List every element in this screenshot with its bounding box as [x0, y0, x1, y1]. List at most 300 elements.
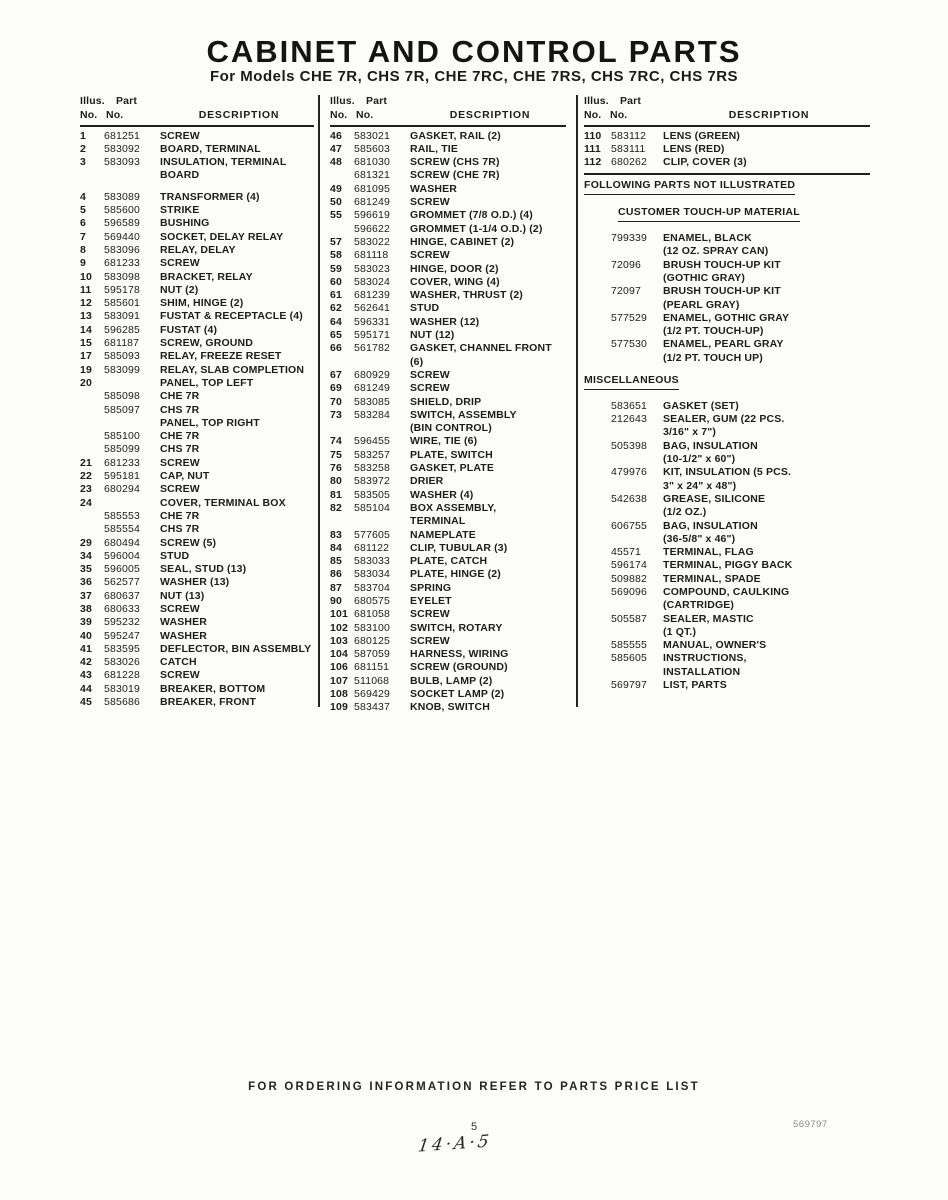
part-row [330, 316, 566, 329]
illus-no: 102 [330, 621, 348, 634]
part-description: SCREW [410, 196, 450, 209]
part-row [584, 245, 870, 258]
part-no [354, 515, 410, 528]
illus-no: 64 [330, 315, 342, 328]
page-title: CABINET AND CONTROL PARTS [206, 34, 742, 69]
part-no: 542638 [611, 492, 647, 505]
part-description: SCREW [160, 602, 200, 615]
part-no: 583096 [104, 243, 140, 256]
part-row [80, 377, 314, 390]
header-part: Part [366, 95, 388, 107]
part-row [330, 489, 566, 502]
illus-no: 13 [80, 310, 92, 323]
ordering-note: FOR ORDERING INFORMATION REFER TO PARTS PRICE LIST [248, 1081, 700, 1093]
header-description: DESCRIPTION [728, 109, 810, 122]
illus-no: 19 [80, 363, 92, 376]
part-row [80, 483, 314, 496]
illus-no [584, 466, 611, 479]
part-row [330, 582, 566, 595]
part-description: ENAMEL, BLACK [663, 232, 752, 245]
part-row [584, 259, 870, 272]
section-heading-label: CUSTOMER TOUCH-UP MATERIAL [618, 206, 800, 222]
part-no: 595247 [104, 629, 140, 642]
part-description: (10-1/2" x 60") [663, 453, 736, 466]
part-no: 577530 [611, 338, 647, 351]
part-no: 561782 [354, 342, 390, 355]
part-row [80, 417, 314, 430]
part-description: STRIKE [160, 204, 200, 217]
header-description: DESCRIPTION [198, 109, 280, 122]
illus-no: 76 [330, 462, 342, 475]
illus-no [584, 573, 611, 586]
part-description: SCREW, GROUND [160, 337, 253, 350]
part-description: SCREW (CHE 7R) [410, 169, 500, 182]
part-no [104, 377, 160, 390]
header-part: Part [620, 95, 642, 107]
part-row [80, 324, 314, 337]
illus-no: 61 [330, 289, 342, 302]
illus-no: 75 [330, 448, 342, 461]
part-no: 681151 [354, 661, 390, 674]
illus-no: 85 [330, 555, 342, 568]
part-description: SCREW (5) [160, 536, 217, 549]
part-row [80, 537, 314, 550]
part-description: INSTRUCTIONS, [663, 652, 747, 665]
part-no: 681321 [354, 169, 390, 182]
part-row [330, 555, 566, 568]
part-row [80, 271, 314, 284]
illus-no: 47 [330, 142, 342, 155]
part-description: BOARD [160, 169, 200, 182]
illus-no: 6 [80, 217, 86, 230]
part-row [584, 666, 870, 679]
part-description: BOARD, TERMINAL [160, 142, 261, 155]
part-no: 596589 [104, 217, 140, 230]
section-heading [584, 179, 870, 195]
part-description: COMPOUND, CAULKING [663, 586, 790, 598]
illus-no: 45 [80, 696, 92, 709]
part-row [80, 143, 314, 156]
illus-no: 41 [80, 642, 92, 655]
illus-no: 37 [80, 589, 92, 602]
handwritten-note: 14·A·5 [416, 1131, 493, 1157]
part-no [611, 506, 663, 519]
part-no: 680294 [104, 483, 140, 496]
part-row [80, 284, 314, 297]
part-no: 585104 [354, 501, 390, 514]
part-no: 479976 [611, 466, 647, 479]
part-no: 681249 [354, 196, 390, 209]
part-row [584, 639, 870, 652]
illus-no [584, 652, 611, 665]
part-no: 569797 [611, 679, 647, 692]
illus-no [80, 417, 104, 430]
part-no [611, 453, 663, 466]
part-row [584, 466, 870, 479]
part-row [80, 630, 314, 643]
part-row [330, 475, 566, 488]
illus-no: 81 [330, 488, 342, 501]
part-description: (36-5/8" x 46") [663, 532, 736, 545]
illus-no: 15 [80, 337, 92, 350]
part-description: SCREW (CHS 7R) [410, 156, 500, 169]
illus-no [330, 223, 354, 236]
illus-no: 49 [330, 182, 342, 195]
part-description: NUT (13) [160, 589, 205, 602]
part-description: SHIM, HINGE (2) [160, 297, 244, 310]
illus-no: 48 [330, 156, 342, 169]
part-description: FUSTAT (4) [160, 323, 218, 336]
part-no: 681122 [354, 541, 390, 554]
row-spacer [584, 224, 870, 232]
section-heading [618, 206, 870, 222]
illus-no [80, 430, 104, 443]
part-description: SWITCH, ROTARY [410, 621, 503, 634]
part-description: GROMMET (1-1/4 O.D.) (2) [410, 222, 543, 235]
part-row [80, 310, 314, 323]
part-no: 585603 [354, 142, 390, 155]
part-row [330, 422, 566, 435]
illus-no [80, 443, 104, 456]
illus-no [584, 453, 611, 466]
document-code: 569797 [793, 1119, 828, 1130]
part-row [330, 369, 566, 382]
part-description: BUSHING [160, 217, 210, 230]
part-row [584, 156, 870, 169]
part-description: BREAKER, BOTTOM [160, 682, 266, 695]
part-row [584, 352, 870, 365]
part-no: 585600 [104, 204, 140, 217]
part-no: 569429 [354, 688, 390, 701]
part-no: 577529 [611, 311, 647, 324]
row-spacer [584, 365, 870, 373]
illus-no: 82 [330, 501, 342, 514]
part-description: SCREW [160, 456, 200, 469]
part-no: 595171 [354, 329, 390, 342]
part-no: 583089 [104, 190, 140, 203]
part-row [80, 337, 314, 350]
illus-no: 106 [330, 661, 348, 674]
part-description: WASHER (12) [410, 315, 480, 328]
illus-no: 62 [330, 302, 342, 315]
part-description: CHS 7R [160, 523, 200, 536]
part-row [80, 156, 314, 169]
part-no: 505398 [611, 439, 647, 452]
part-description: WASHER (4) [410, 488, 474, 501]
part-no: 596331 [354, 315, 390, 328]
part-no [104, 169, 160, 182]
illus-no [80, 404, 104, 417]
illus-no: 59 [330, 262, 342, 275]
illus-no [584, 679, 611, 692]
part-description: GASKET (SET) [663, 399, 739, 412]
part-row [330, 701, 566, 714]
part-no: 583972 [354, 475, 390, 488]
part-row [80, 130, 314, 143]
illus-no: 23 [80, 483, 92, 496]
part-row [584, 613, 870, 626]
illus-no [584, 520, 611, 533]
part-description: SHIELD, DRIP [410, 395, 482, 408]
part-row [584, 679, 870, 692]
part-row [330, 568, 566, 581]
part-row [584, 272, 870, 285]
part-row [80, 430, 314, 443]
part-no: 583034 [354, 568, 390, 581]
section-heading [584, 374, 870, 390]
part-row [80, 257, 314, 270]
column-divider [576, 95, 578, 707]
part-description: HINGE, CABINET (2) [410, 235, 515, 248]
part-row [584, 586, 870, 599]
part-no [611, 352, 663, 365]
part-no: 799339 [611, 232, 647, 245]
part-no: 505587 [611, 612, 647, 625]
part-row [584, 520, 870, 533]
part-no [611, 480, 663, 493]
part-description: SCREW [410, 249, 450, 262]
part-description: WASHER [160, 616, 207, 629]
illus-no: 107 [330, 674, 348, 687]
illus-no: 7 [80, 230, 86, 243]
part-no [611, 599, 663, 612]
part-row [330, 661, 566, 674]
part-row [330, 183, 566, 196]
part-no [611, 533, 663, 546]
illus-no: 69 [330, 382, 342, 395]
part-row [584, 493, 870, 506]
illus-no [584, 546, 611, 559]
illus-no [330, 169, 354, 182]
part-no: 583505 [354, 488, 390, 501]
part-description: BREAKER, FRONT [160, 696, 257, 709]
part-no: 680929 [354, 368, 390, 381]
part-row [330, 263, 566, 276]
part-row [330, 196, 566, 209]
part-row [584, 400, 870, 413]
part-description: WASHER (13) [160, 576, 230, 589]
part-row [330, 635, 566, 648]
part-row [330, 143, 566, 156]
part-row [330, 542, 566, 555]
part-no: 585099 [104, 443, 140, 456]
part-no: 583085 [354, 395, 390, 408]
part-row [330, 515, 566, 528]
part-no: 583024 [354, 275, 390, 288]
part-description: BRUSH TOUCH-UP KIT [663, 285, 781, 298]
part-no: 585601 [104, 297, 140, 310]
part-no: 583258 [354, 462, 390, 475]
part-description: TERMINAL, FLAG [663, 546, 754, 559]
part-description: BRUSH TOUCH-UP KIT [663, 258, 781, 271]
part-row [80, 590, 314, 603]
part-description: WASHER [160, 629, 207, 642]
part-description: NUT (2) [160, 283, 199, 296]
part-no: 595232 [104, 616, 140, 629]
part-description: TERMINAL [410, 515, 466, 528]
illus-no [584, 480, 611, 493]
illus-no [584, 626, 611, 639]
part-row [330, 342, 566, 369]
part-no [611, 272, 663, 285]
header-description: DESCRIPTION [449, 109, 531, 122]
header-no: No. [106, 109, 124, 122]
part-row [584, 413, 870, 426]
illus-no [584, 599, 611, 612]
part-description: (1/2 PT. TOUCH UP) [663, 351, 763, 364]
part-description: BOX ASSEMBLY, [410, 501, 497, 514]
part-no: 596004 [104, 549, 140, 562]
part-no: 585553 [104, 509, 140, 522]
part-row [330, 169, 566, 182]
part-row [330, 688, 566, 701]
part-description: BAG, INSULATION [663, 519, 758, 532]
part-row [584, 440, 870, 453]
part-description: GASKET, PLATE [410, 462, 495, 475]
illus-no: 4 [80, 190, 86, 203]
illus-no [584, 413, 611, 426]
illus-no: 9 [80, 257, 86, 270]
part-description: COVER, TERMINAL BOX [160, 496, 286, 509]
part-description: BAG, INSULATION [663, 439, 758, 452]
part-row [80, 656, 314, 669]
illus-no: 3 [80, 156, 86, 169]
part-row [584, 546, 870, 559]
part-description: (CARTRIDGE) [663, 599, 735, 612]
part-description: COVER, WING (4) [410, 275, 500, 288]
part-no: 583021 [354, 129, 390, 142]
part-description: RELAY, FREEZE RESET [160, 350, 282, 363]
header-no: No. [80, 109, 98, 122]
part-description: SCREW (GROUND) [410, 661, 508, 674]
part-row [330, 382, 566, 395]
illus-no: 12 [80, 297, 92, 310]
illus-no: 83 [330, 528, 342, 541]
part-no: 583257 [354, 448, 390, 461]
part-description: GROMMET (7/8 O.D.) (4) [410, 209, 533, 222]
illus-no: 14 [80, 323, 92, 336]
part-no [611, 325, 663, 338]
page-number: 5 [470, 1121, 478, 1133]
part-row [80, 510, 314, 523]
part-description: SCREW [410, 382, 450, 395]
illus-no [584, 533, 611, 546]
illus-no [80, 169, 104, 182]
part-description: SEAL, STUD (13) [160, 563, 247, 576]
illus-no [584, 272, 611, 285]
part-no: 606755 [611, 519, 647, 532]
models-subtitle: For Models CHE 7R, CHS 7R, CHE 7RC, CHE 7RS, CHS 7RC, CHS 7RS [209, 68, 739, 85]
column-header [584, 95, 870, 127]
part-row [80, 696, 314, 709]
part-row [80, 550, 314, 563]
illus-no: 67 [330, 368, 342, 381]
part-no: 569440 [104, 230, 140, 243]
part-description: PANEL, TOP LEFT [160, 376, 254, 389]
illus-no [80, 523, 104, 536]
part-row [330, 648, 566, 661]
part-no [104, 497, 160, 510]
part-no: 680494 [104, 536, 140, 549]
part-row [584, 559, 870, 572]
part-description: LIST, PARTS [663, 679, 727, 692]
part-description: INSULATION, TERMINAL [160, 156, 287, 169]
part-no: 577605 [354, 528, 390, 541]
part-row [330, 529, 566, 542]
part-description: GASKET, CHANNEL FRONT (6) [410, 342, 552, 368]
part-row [330, 249, 566, 262]
parts-rows [330, 130, 566, 715]
part-description: CHE 7R [160, 430, 200, 443]
part-row [80, 563, 314, 576]
part-description: SPRING [410, 581, 452, 594]
part-description: TERMINAL, SPADE [663, 572, 761, 585]
part-row [584, 130, 870, 143]
illus-no [584, 639, 611, 652]
part-no: 596005 [104, 563, 140, 576]
part-no: 596619 [354, 209, 390, 222]
part-description: NUT (12) [410, 329, 455, 342]
illus-no: 34 [80, 549, 92, 562]
part-description: SCREW [160, 257, 200, 270]
column-divider [318, 95, 320, 707]
part-no: 596622 [354, 222, 390, 235]
part-description: PLATE, SWITCH [410, 448, 493, 461]
part-description: CHS 7R [160, 443, 200, 456]
part-no: 583092 [104, 142, 140, 155]
illus-no: 58 [330, 249, 342, 262]
part-description: WASHER [410, 182, 457, 195]
part-no: 681030 [354, 156, 390, 169]
part-no: 681095 [354, 182, 390, 195]
part-no: 595178 [104, 283, 140, 296]
illus-no [584, 613, 611, 626]
illus-no [584, 493, 611, 506]
part-no: 680633 [104, 602, 140, 615]
illus-no: 74 [330, 435, 342, 448]
part-description: SOCKET, DELAY RELAY [160, 230, 284, 243]
part-description: (1 QT.) [663, 625, 697, 638]
part-description: SCREW [410, 634, 450, 647]
part-no: 583651 [611, 399, 647, 412]
illus-no: 38 [80, 602, 92, 615]
illus-no [584, 312, 611, 325]
part-row [330, 502, 566, 515]
part-no: 681058 [354, 608, 390, 621]
illus-no: 104 [330, 648, 348, 661]
part-row [330, 595, 566, 608]
part-description: SCREW [410, 608, 450, 621]
part-row [80, 523, 314, 536]
part-no [611, 626, 663, 639]
part-description: (GOTHIC GRAY) [663, 271, 746, 284]
illus-no [584, 426, 611, 439]
part-description: ENAMEL, PEARL GRAY [663, 338, 784, 351]
part-row [584, 652, 870, 665]
part-no: 681233 [104, 456, 140, 469]
parts-rows [584, 130, 870, 693]
part-row [80, 576, 314, 589]
illus-no: 40 [80, 629, 92, 642]
part-description: ENAMEL, GOTHIC GRAY [663, 311, 790, 324]
part-description: SCREW [410, 368, 450, 381]
section-heading-label: FOLLOWING PARTS NOT ILLUSTRATED [584, 179, 795, 195]
illus-no: 39 [80, 616, 92, 629]
part-row [80, 470, 314, 483]
part-row [584, 426, 870, 439]
part-description: (1/2 OZ.) [663, 506, 707, 519]
part-description: GASKET, RAIL (2) [410, 129, 501, 142]
